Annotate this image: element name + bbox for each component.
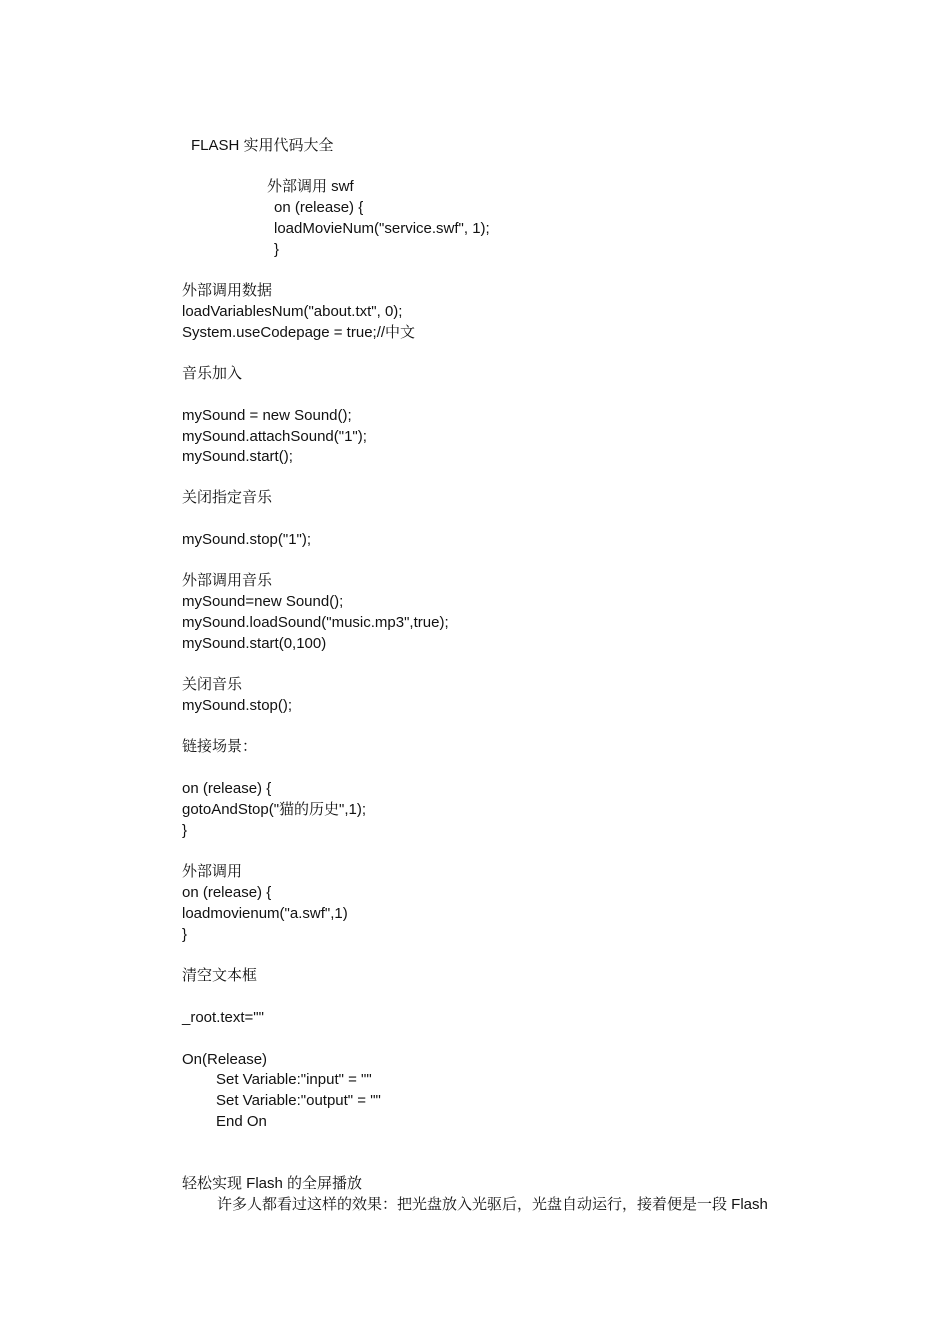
code-line: End On bbox=[216, 1113, 267, 1130]
code-line: Set Variable:"input" = "" bbox=[216, 1071, 372, 1088]
code-line: on (release) { bbox=[182, 884, 272, 901]
section-heading: 清空文本框 bbox=[182, 967, 258, 984]
section-heading: 音乐加入 bbox=[182, 365, 243, 382]
code-line: loadmovienum("a.swf",1) bbox=[182, 905, 348, 922]
section-heading: 外部调用 bbox=[182, 863, 243, 880]
code-line: gotoAndStop("猫的历史",1); bbox=[182, 801, 367, 818]
section-heading: 外部调用音乐 bbox=[182, 572, 273, 589]
section-heading: 外部调用数据 bbox=[182, 282, 273, 299]
document-title: FLASH 实用代码大全 bbox=[191, 137, 334, 154]
code-line: mySound.stop(); bbox=[182, 697, 293, 714]
code-line: System.useCodepage = true;//中文 bbox=[182, 324, 416, 341]
code-line: loadMovieNum("service.swf", 1); bbox=[274, 220, 490, 237]
code-line: on (release) { bbox=[274, 199, 364, 216]
section-heading: 关闭音乐 bbox=[182, 676, 243, 693]
code-line: mySound.attachSound("1"); bbox=[182, 428, 367, 445]
code-line: mySound.start(); bbox=[182, 448, 293, 465]
code-line: } bbox=[182, 926, 188, 943]
section-heading: 外部调用 swf bbox=[267, 178, 354, 195]
code-line: mySound=new Sound(); bbox=[182, 593, 344, 610]
section-heading: 轻松实现 Flash 的全屏播放 bbox=[182, 1175, 363, 1192]
paragraph-text: 许多人都看过这样的效果：把光盘放入光驱后，光盘自动运行，接着便是一段 Flash bbox=[217, 1196, 768, 1213]
code-line: } bbox=[274, 241, 280, 258]
section-heading: 关闭指定音乐 bbox=[182, 489, 273, 506]
code-line: mySound.stop("1"); bbox=[182, 531, 312, 548]
code-line: mySound.loadSound("music.mp3",true); bbox=[182, 614, 449, 631]
code-line: _root.text="" bbox=[182, 1009, 264, 1026]
code-line: on (release) { bbox=[182, 780, 272, 797]
code-line: Set Variable:"output" = "" bbox=[216, 1092, 381, 1109]
code-line: loadVariablesNum("about.txt", 0); bbox=[182, 303, 403, 320]
code-line: mySound.start(0,100) bbox=[182, 635, 327, 652]
code-line: On(Release) bbox=[182, 1051, 268, 1068]
code-line: mySound = new Sound(); bbox=[182, 407, 352, 424]
section-heading: 链接场景： bbox=[182, 738, 258, 755]
code-line: } bbox=[182, 822, 188, 839]
